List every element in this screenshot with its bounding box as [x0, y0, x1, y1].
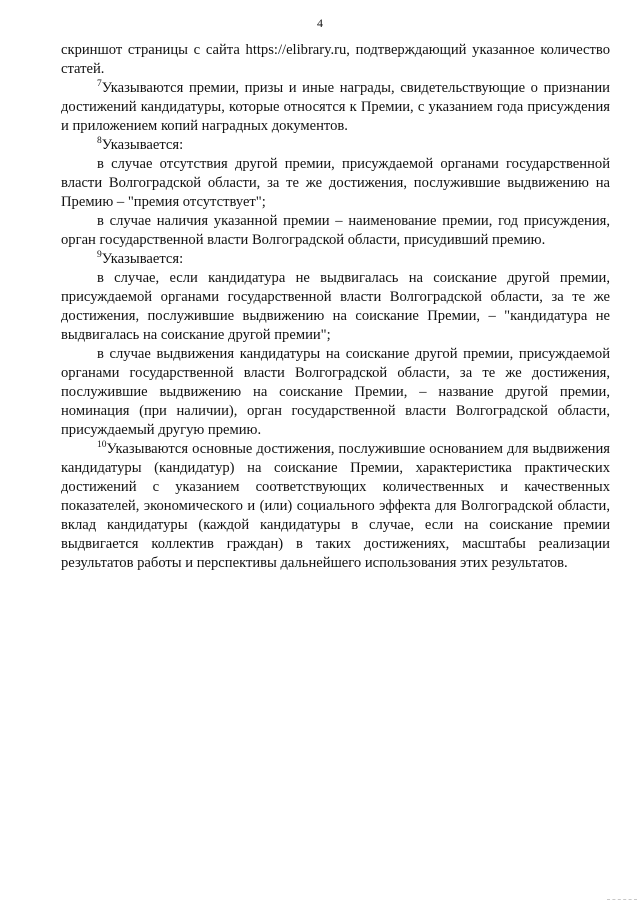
- page-number: 4: [317, 16, 323, 30]
- footnote-8: [61, 136, 610, 155]
- footnote-marker: 10: [97, 440, 107, 450]
- paragraph-other-prize-exists: в случае наличия указанной премии – наименование премии, год присуждения, орган государственной власти Волгоградской области, присудивший премию.: [61, 213, 610, 248]
- footnote-8-text: Указывается:: [101, 137, 184, 153]
- footnote-7-text: Указываются премии, призы и иные награды, свидетельствующие о признании достижений кандидатуры, которые относятся к Премии, с указанием года присуждения и приложением копий наградных документов.: [61, 80, 610, 134]
- paragraph-not-nominated: в случае, если кандидатура не выдвигалась на соискание другой премии, присуждаемой органами государственной власти Волгоградской области, за те же достижения, послужившие выдвижению на соискание Премии, – "кандидатура не выдвигалась на соискание другой премии";: [61, 270, 610, 343]
- document-body: [61, 41, 610, 573]
- footnote-marker: 9: [97, 250, 102, 260]
- footnote-marker: 8: [97, 136, 102, 146]
- paragraph-no-other-prize: в случае отсутствия другой премии, присуждаемой органами государственной власти Волгоградской области, за те же достижения, послужившие выдвижению на Премию – "премия отсутствует";: [61, 156, 610, 210]
- paragraph-nominated: в случае выдвижения кандидатуры на соискание другой премии, присуждаемой органами государственной власти Волгоградской области, за те же достижения, послужившие выдвижению на соискание Премии, – название другой премии, номинация (при наличии), орган государственной власти Волгоградской области, присуждаемый другую премию.: [61, 346, 610, 438]
- footnote-marker: 7: [97, 79, 102, 89]
- footnote-10: [61, 440, 610, 573]
- footnote-7: [61, 79, 610, 136]
- footnote-10-text: Указываются основные достижения, послужившие основанием для выдвижения кандидатуры (кандидатур) на соискание Премии, характеристика практических достижений с указанием соответствующих количественных и качественных показателей, экономического и (или) социального эффекта для Волгоградской области, вклад кандидатуры (каждой кандидатуры в случае, если на соискание премии выдвигается коллектив граждан) в таких достижениях, масштабы реализации результатов работы и перспективы дальнейшего использования этих результатов.: [61, 441, 610, 571]
- scan-artifact: [607, 899, 637, 902]
- paragraph-screenshot-note: скриншот страницы с сайта https://elibrary.ru, подтверждающий указанное количество статей.: [61, 42, 610, 77]
- footnote-9: [61, 250, 610, 269]
- footnote-9-text: Указывается:: [101, 251, 184, 267]
